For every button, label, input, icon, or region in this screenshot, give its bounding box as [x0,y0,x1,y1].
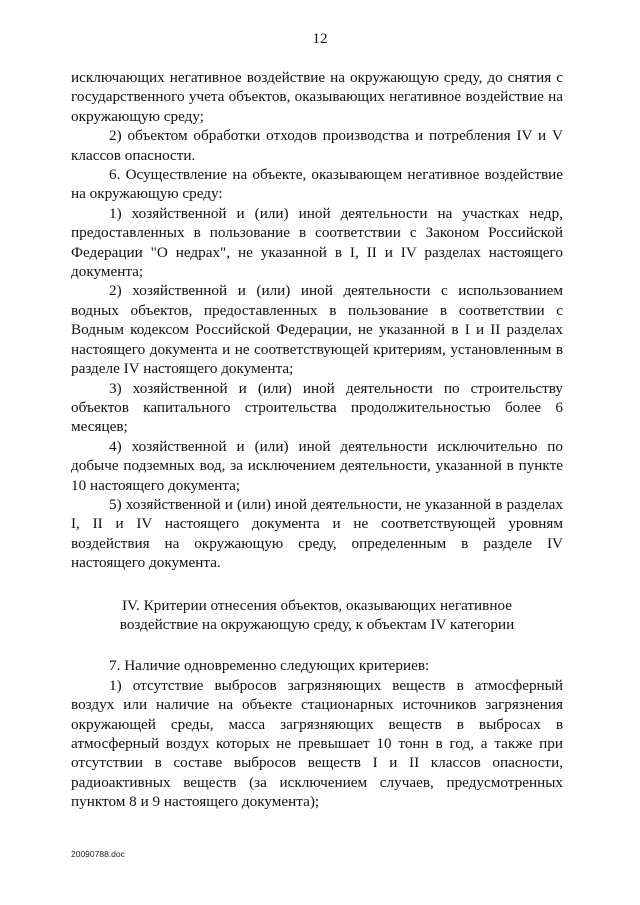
paragraph: 2) объектом обработки отходов производства и потребления IV и V классов опасности. [71,127,563,164]
page-number: 12 [312,31,328,47]
section-heading-line: воздействие на окружающую среду, к объектам IV категории [119,615,515,633]
paragraph: 6. Осуществление на объекте, оказывающем негативное воздействие на окружающую среду: [71,166,563,203]
paragraph: 3) хозяйственной и (или) иной деятельности по строительству объектов капитального строительства продолжительностью более 6 месяцев; [71,379,563,436]
document-file-id: 20090788.doc [71,849,125,859]
section-heading-line: IV. Критерии отнесения объектов, оказывающих негативное [121,596,512,614]
section-heading [71,596,563,635]
paragraph: 1) отсутствие выбросов загрязняющих веществ в атмосферный воздух или наличие на объекте стационарных источников загрязнения окружающей среды, масса загрязняющих веществ в выбросах в атмосферный воздух которых не превышает 10 тонн в год, а также при отсутствии в составе выбросов веществ I и II классов опасности, радиоактивных веществ (за исключением случаев, предусмотренных пунктом 8 и 9 настоящего документа); [71,676,563,811]
paragraph: 2) хозяйственной и (или) иной деятельности с использованием водных объектов, предоставленных в пользование в соответствии с Водным кодексом Российской Федерации, не указанной в I и II разделах настоящего документа и не соответствующей критериям, установленным в разделе IV настоящего документа; [71,282,563,378]
document-body [71,68,563,812]
paragraph: 1) хозяйственной и (или) иной деятельности на участках недр, предоставленных в пользование в соответствии с Законом Российской Федерации "О недрах", не указанной в I, II и IV разделах настоящего документа; [71,204,563,281]
paragraph: 5) хозяйственной и (или) иной деятельности, не указанной в разделах I, II и IV настоящего документа и не соответствующей уровням воздействия на окружающую среду, определенным в разделе IV настоящего документа. [71,495,563,572]
paragraph: 7. Наличие одновременно следующих критериев: [109,657,430,675]
paragraph: 4) хозяйственной и (или) иной деятельности исключительно по добыче подземных вод, за исключением деятельности, указанной в пункте 10 настоящего документа; [71,437,563,494]
paragraph: исключающих негативное воздействие на окружающую среду, до снятия с государственного учета объектов, оказывающих негативное воздействие на окружающую среду; [71,69,563,125]
